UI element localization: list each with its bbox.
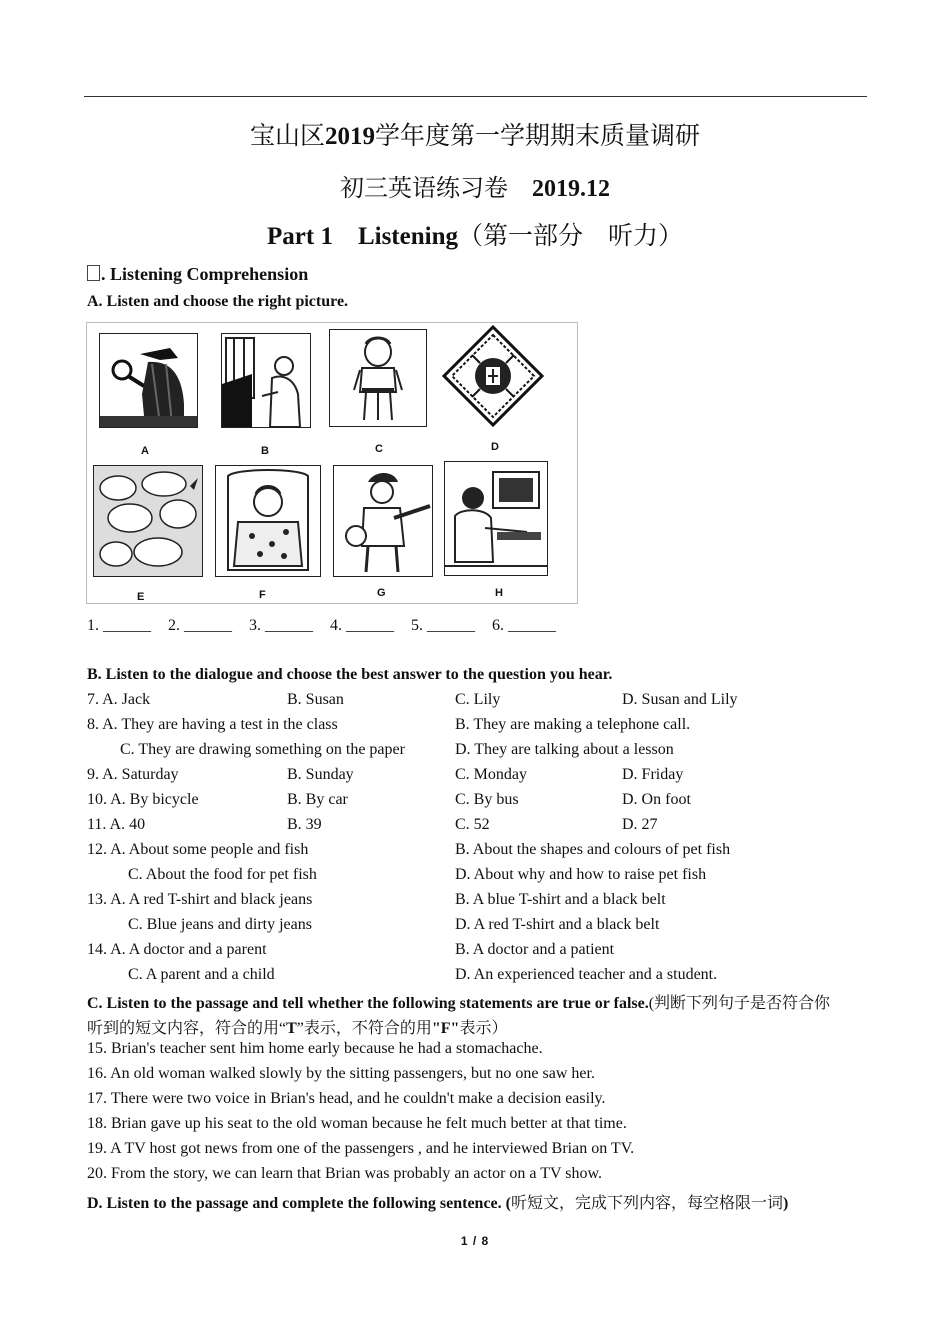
q13-option-a: 13. A. A red T-shirt and black jeans <box>87 891 313 908</box>
picture-label: A <box>141 445 149 457</box>
part-c-instruction-cn: 听到的短文内容，符合的用“ <box>87 1020 287 1037</box>
exam-subtitle <box>0 168 950 203</box>
picture-e-bubbles <box>93 465 203 577</box>
part-c-instruction-cn: (判断下列句子是否符合你 <box>648 995 831 1012</box>
picture-f-child-bed <box>215 465 321 577</box>
picture-a-detective <box>99 333 198 428</box>
q9-option-d: D. Friday <box>622 766 684 783</box>
statement-17: 17. There were two voice in Brian's head, and he couldn't make a decision easily. <box>87 1090 606 1107</box>
q8-option-c: C. They are drawing something on the paper <box>120 741 405 758</box>
q7-option-b: B. Susan <box>287 691 344 708</box>
picture-g-firefighter <box>333 465 433 577</box>
true-mark: T <box>286 1020 297 1037</box>
q11-option-d: D. 27 <box>622 816 658 833</box>
part-d-instruction-cn: 听短文，完成下列内容，每空格限一词 <box>510 1195 783 1212</box>
q10-option-d: D. On foot <box>622 791 691 808</box>
part-c-instruction-cn: ”表示，不符合的用 <box>296 1020 432 1037</box>
page-number: 1 / 8 <box>460 1234 490 1248</box>
picture-b-woman-window <box>221 333 311 428</box>
answer-blank[interactable]: 1. ______ <box>87 617 151 634</box>
title-term: 学年度第一学期期末质量调研 <box>375 123 701 150</box>
part-title <box>0 216 950 252</box>
title-year: 2019 <box>325 123 375 150</box>
part-c-instruction-line2 <box>87 1015 507 1038</box>
q14-option-c: C. A parent and a child <box>128 966 275 983</box>
q13-option-d: D. A red T-shirt and a black belt <box>455 916 660 933</box>
answer-blanks <box>87 617 569 635</box>
header-rule <box>84 96 867 97</box>
picture-panel <box>86 322 578 604</box>
q8-option-b: B. They are making a telephone call. <box>455 716 691 733</box>
picture-label: E <box>137 591 145 603</box>
subtitle-text: 初三英语练习卷 <box>340 176 508 202</box>
q14-option-a: 14. A. A doctor and a parent <box>87 941 267 958</box>
q12-option-a: 12. A. About some people and fish <box>87 841 309 858</box>
section-heading <box>87 264 308 285</box>
statement-19: 19. A TV host got news from one of the passengers , and he interviewed Brian on TV. <box>87 1140 635 1157</box>
q10-option-a: 10. A. By bicycle <box>87 791 199 808</box>
picture-d-fu-papercut <box>442 325 544 427</box>
q7-option-a: 7. A. Jack <box>87 691 151 708</box>
q11-option-c: C. 52 <box>455 816 490 833</box>
statement-20: 20. From the story, we can learn that Brian was probably an actor on a TV show. <box>87 1165 602 1182</box>
q13-option-b: B. A blue T-shirt and a black belt <box>455 891 666 908</box>
q12-option-b: B. About the shapes and colours of pet fish <box>455 841 731 858</box>
part-c-instruction-cn: 表示） <box>459 1020 508 1037</box>
picture-h-computer <box>444 461 548 576</box>
answer-blank[interactable]: 2. ______ <box>168 617 232 634</box>
picture-label: G <box>377 587 386 599</box>
q11-option-b: B. 39 <box>287 816 322 833</box>
statement-15: 15. Brian's teacher sent him home early because he had a stomachache. <box>87 1040 543 1057</box>
picture-label: C <box>375 443 383 455</box>
answer-blank[interactable]: 5. ______ <box>411 617 475 634</box>
part-c-instruction <box>87 990 830 1013</box>
part-d-instruction-end: ) <box>782 1195 789 1212</box>
q13-option-c: C. Blue jeans and dirty jeans <box>128 916 312 933</box>
q10-option-b: B. By car <box>287 791 348 808</box>
picture-c-boy <box>329 329 427 427</box>
part-title-cn: （第一部分 听力） <box>457 223 683 250</box>
false-mark: "F" <box>431 1020 460 1037</box>
q9-option-b: B. Sunday <box>287 766 354 783</box>
q11-option-a: 11. A. 40 <box>87 816 146 833</box>
part-b-instruction: B. Listen to the dialogue and choose the best answer to the question you hear. <box>87 666 613 683</box>
picture-label: F <box>259 589 266 601</box>
picture-label: H <box>495 587 503 599</box>
q10-option-c: C. By bus <box>455 791 519 808</box>
statement-18: 18. Brian gave up his seat to the old woman because he felt much better at that time. <box>87 1115 627 1132</box>
answer-blank[interactable]: 3. ______ <box>249 617 313 634</box>
q8-option-d: D. They are talking about a lesson <box>455 741 674 758</box>
q7-option-c: C. Lily <box>455 691 501 708</box>
part-d-instruction-en: D. Listen to the passage and complete the following sentence. ( <box>87 1195 511 1212</box>
q9-option-a: 9. A. Saturday <box>87 766 179 783</box>
q8-option-a: 8. A. They are having a test in the class <box>87 716 338 733</box>
part-a-instruction: A. Listen and choose the right picture. <box>87 293 349 310</box>
statement-16: 16. An old woman walked slowly by the sitting passengers, but no one saw her. <box>87 1065 595 1082</box>
part-d-instruction <box>87 1190 788 1213</box>
exam-title <box>0 116 950 152</box>
q12-option-d: D. About why and how to raise pet fish <box>455 866 707 883</box>
q9-option-c: C. Monday <box>455 766 527 783</box>
answer-blank[interactable]: 4. ______ <box>330 617 394 634</box>
part-c-instruction-en: C. Listen to the passage and tell whether the following statements are true or false. <box>87 995 649 1012</box>
picture-label: D <box>491 441 499 453</box>
title-district: 宝山区 <box>249 123 325 150</box>
q7-option-d: D. Susan and Lily <box>622 691 738 708</box>
subtitle-date: 2019.12 <box>532 176 610 202</box>
answer-blank[interactable]: 6. ______ <box>492 617 556 634</box>
part-title-en: Part 1 Listening <box>267 223 458 250</box>
picture-label: B <box>261 445 269 457</box>
section-heading-text: . Listening Comprehension <box>101 264 309 284</box>
q14-option-b: B. A doctor and a patient <box>455 941 615 958</box>
q12-option-c: C. About the food for pet fish <box>128 866 317 883</box>
q14-option-d: D. An experienced teacher and a student. <box>455 966 718 983</box>
missing-glyph-icon <box>87 265 100 281</box>
